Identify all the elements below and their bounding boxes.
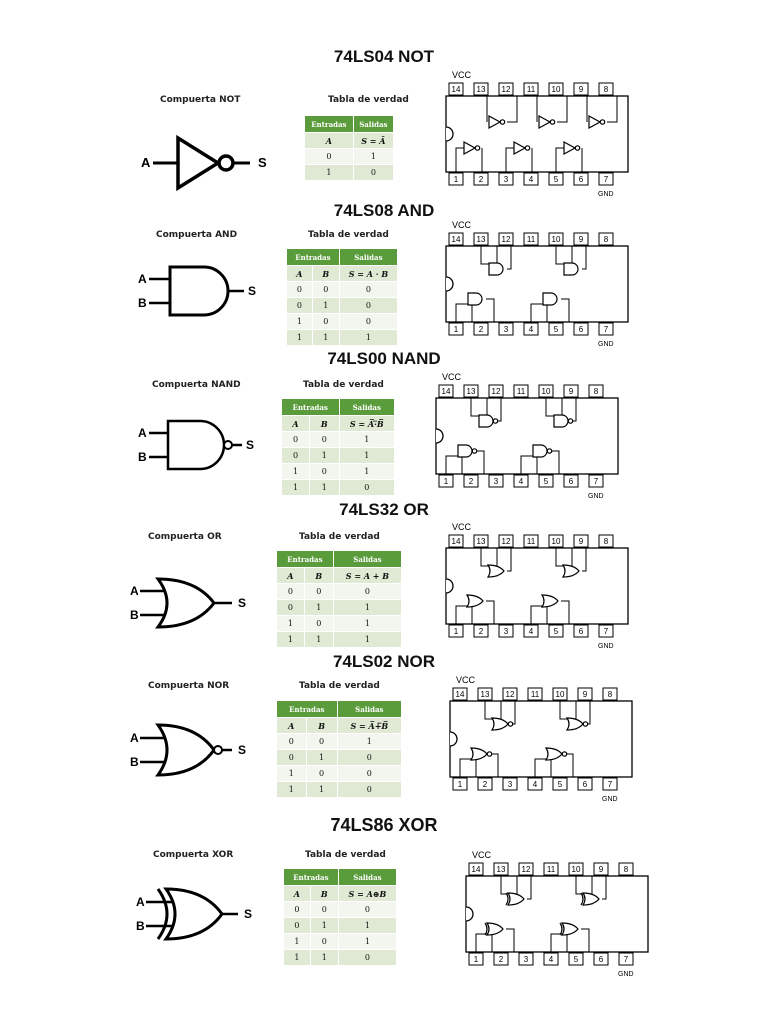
table-cell: 0 [284,902,311,918]
pin-number: 5 [553,175,559,184]
input-a-label: A [138,426,147,440]
ic-body [446,548,628,624]
pin-number: 1 [453,175,459,184]
input-a-label: A [130,584,139,598]
chip-pinout-74ls04 [440,68,640,198]
vcc-label: VCC [442,372,462,382]
pin-number: 7 [603,627,609,636]
table-cell: 0 [306,734,337,750]
col-header: S = A · B [339,266,397,282]
col-header: S = A̅+̅B̅ [337,718,401,734]
col-header: S = A⊕B [338,886,396,902]
table-cell: 1 [284,934,311,950]
table-cell: 0 [337,782,401,798]
table-cell: 1 [337,734,401,750]
header-inputs: Entradas [287,249,340,266]
pin-number: 4 [528,325,534,334]
ic-body [446,246,628,322]
table-cell: 1 [304,600,333,616]
pin-number: 1 [473,955,479,964]
table-cell: 1 [304,632,333,648]
gnd-label: GND [598,191,614,198]
gnd-label: GND [598,341,614,348]
pin-number: 9 [578,85,584,94]
ic-body [436,398,618,474]
pin-number: 10 [555,690,565,699]
xor-gate-symbol [134,884,274,948]
table-cell: 1 [306,782,337,798]
table-cell: 0 [339,298,397,314]
pin-number: 11 [546,865,556,874]
table-cell: 0 [277,750,307,766]
pin-number: 4 [532,780,538,789]
pin-number: 9 [582,690,588,699]
pin-number: 6 [578,175,584,184]
nor-gate-symbol [128,720,268,784]
table-cell: 1 [339,432,394,448]
pin-number: 14 [441,387,451,396]
table-label-and: Tabla de verdad [308,230,389,240]
header-inputs: Entradas [284,869,339,886]
pin-number: 14 [471,865,481,874]
pin-number: 3 [493,477,499,486]
table-cell: 1 [277,782,307,798]
pin-number: 1 [443,477,449,486]
pin-number: 13 [476,235,486,244]
col-header: B [310,886,338,902]
output-s-label: S [238,743,247,757]
col-header: S = Ā [353,133,393,149]
pin-number: 2 [482,780,488,789]
pin-number: 10 [551,85,561,94]
header-outputs: Salidas [337,701,401,718]
output-s-label: S [244,907,253,921]
output-s-label: S [246,438,255,452]
table-cell: 0 [333,584,401,600]
pin-number: 5 [553,325,559,334]
table-cell: 0 [312,282,339,298]
pin-number: 3 [503,325,509,334]
table-cell: 1 [339,330,397,346]
table-cell: 0 [277,734,307,750]
pin-number: 12 [501,235,511,244]
truth-table-nand [281,398,395,496]
pin-number: 11 [526,537,536,546]
section-title-or: 74LS32 OR [339,500,429,519]
pin-number: 9 [598,865,604,874]
table-cell: 0 [338,902,396,918]
table-cell: 0 [310,432,339,448]
output-s-label: S [238,596,247,610]
table-label-nand: Tabla de verdad [303,380,384,390]
input-a-label: A [130,731,139,745]
col-header: A [277,718,307,734]
pin-number: 6 [578,627,584,636]
pin-number: 12 [491,387,501,396]
table-cell: 0 [339,480,394,496]
table-cell: 1 [353,149,393,165]
table-cell: 0 [338,950,396,966]
pin-number: 11 [530,690,540,699]
pin-number: 2 [478,175,484,184]
pin-number: 2 [478,627,484,636]
pin-number: 9 [578,235,584,244]
header-outputs: Salidas [339,399,394,416]
truth-table-nor [276,700,402,798]
mini-gate-icon [564,263,578,275]
table-cell: 0 [353,165,393,181]
col-header: S = A + B [333,568,401,584]
pin-number: 4 [528,627,534,636]
table-cell: 1 [310,480,339,496]
pin-number: 10 [541,387,551,396]
pin-number: 14 [451,537,461,546]
pin-number: 11 [516,387,526,396]
gate-label-not: Compuerta NOT [160,95,241,105]
pin-number: 14 [455,690,465,699]
header-inputs: Entradas [277,551,334,568]
pin-number: 10 [571,865,581,874]
table-cell: 1 [312,298,339,314]
pin-number: 9 [578,537,584,546]
table-cell: 1 [339,464,394,480]
table-cell: 0 [287,282,313,298]
table-cell: 1 [312,330,339,346]
header-inputs: Entradas [305,116,354,133]
pin-number: 7 [603,325,609,334]
col-header: B [304,568,333,584]
pin-number: 12 [501,537,511,546]
table-cell: 1 [333,616,401,632]
pin-number: 6 [578,325,584,334]
mini-gate-icon [468,293,482,305]
ic-body [466,876,648,952]
truth-table-and [286,248,398,346]
col-header: A [305,133,354,149]
mini-gate-icon [543,293,557,305]
table-cell: 0 [337,750,401,766]
input-b-label: B [138,450,147,464]
output-s-label: S [258,155,267,170]
vcc-label: VCC [452,220,472,230]
table-cell: 0 [306,766,337,782]
pin-number: 8 [603,235,609,244]
truth-table-not [304,115,394,181]
table-cell: 1 [284,950,311,966]
pin-number: 1 [453,627,459,636]
input-b-label: B [138,296,147,310]
gate-label-nor: Compuerta NOR [148,681,230,691]
header-outputs: Salidas [353,116,393,133]
pin-number: 3 [503,175,509,184]
table-cell: 0 [282,432,310,448]
col-header: B [306,718,337,734]
header-outputs: Salidas [333,551,401,568]
pin-number: 3 [523,955,529,964]
pin-number: 5 [573,955,579,964]
pin-number: 1 [457,780,463,789]
table-cell: 1 [333,632,401,648]
section-title-nor: 74LS02 NOR [332,652,436,671]
pin-number: 8 [607,690,613,699]
gnd-label: GND [588,493,604,500]
truth-table-xor [283,868,397,966]
pin-number: 7 [607,780,613,789]
and-gate-symbol [136,262,276,322]
table-cell: 1 [282,464,310,480]
table-cell: 0 [277,600,305,616]
truth-table-or [276,550,402,648]
section-title-not: 74LS04 NOT [333,47,435,66]
pin-number: 12 [521,865,531,874]
table-cell: 1 [277,766,307,782]
pin-number: 2 [498,955,504,964]
table-cell: 1 [287,330,313,346]
pin-number: 10 [551,235,561,244]
table-cell: 0 [282,448,310,464]
pin-number: 11 [526,235,536,244]
table-cell: 0 [304,616,333,632]
input-b-label: B [136,919,145,933]
col-header: A [287,266,313,282]
table-cell: 1 [338,918,396,934]
input-a-label: A [141,155,151,170]
table-cell: 1 [310,950,338,966]
input-b-label: B [130,608,139,622]
output-s-label: S [248,284,257,298]
chip-pinout-74ls08 [440,218,640,348]
table-cell: 1 [310,918,338,934]
table-cell: 0 [277,584,305,600]
table-cell: 0 [305,149,354,165]
table-cell: 0 [337,766,401,782]
pin-number: 6 [582,780,588,789]
table-cell: 1 [277,616,305,632]
table-label-or: Tabla de verdad [299,532,380,542]
pin-number: 13 [496,865,506,874]
table-cell: 1 [339,448,394,464]
header-outputs: Salidas [339,249,397,266]
col-header: B [310,416,339,432]
table-label-not: Tabla de verdad [328,95,409,105]
table-cell: 1 [282,480,310,496]
input-a-label: A [138,272,147,286]
pin-number: 7 [623,955,629,964]
table-cell: 1 [310,448,339,464]
pin-number: 8 [623,865,629,874]
section-title-nand: 74LS00 NAND [327,349,441,368]
col-header: A [282,416,310,432]
section-title-xor: 74LS86 XOR [330,815,438,835]
not-gate-symbol [138,130,278,200]
pin-number: 13 [466,387,476,396]
pin-number: 9 [568,387,574,396]
pin-number: 1 [453,325,459,334]
pin-number: 5 [543,477,549,486]
ic-body [450,701,632,777]
pin-number: 11 [526,85,536,94]
chip-pinout-74ls32 [440,520,640,650]
chip-pinout-74ls86 [460,848,660,978]
pin-number: 13 [476,85,486,94]
table-cell: 0 [304,584,333,600]
col-header: A [277,568,305,584]
table-cell: 1 [287,314,313,330]
pin-number: 13 [476,537,486,546]
pin-number: 2 [468,477,474,486]
vcc-label: VCC [452,522,472,532]
pin-number: 10 [551,537,561,546]
header-inputs: Entradas [277,701,338,718]
pin-number: 5 [553,627,559,636]
gate-label-or: Compuerta OR [148,532,222,542]
gate-label-xor: Compuerta XOR [153,850,234,860]
pin-number: 4 [528,175,534,184]
mini-gate-icon [489,263,503,275]
header-outputs: Salidas [338,869,396,886]
table-cell: 0 [339,314,397,330]
vcc-label: VCC [472,850,492,860]
table-cell: 0 [310,934,338,950]
or-gate-symbol [128,573,268,633]
pin-number: 8 [603,85,609,94]
pin-number: 4 [548,955,554,964]
pin-number: 6 [598,955,604,964]
gnd-label: GND [602,796,618,803]
pin-number: 6 [568,477,574,486]
chip-pinout-74ls02 [444,673,644,803]
table-cell: 0 [312,314,339,330]
table-cell: 0 [287,298,313,314]
pin-number: 8 [593,387,599,396]
table-label-nor: Tabla de verdad [299,681,380,691]
pin-number: 3 [507,780,513,789]
nand-gate-symbol [136,414,276,474]
table-cell: 1 [338,934,396,950]
pin-number: 7 [603,175,609,184]
input-a-label: A [136,895,145,909]
vcc-label: VCC [456,675,476,685]
table-cell: 0 [339,282,397,298]
section-title-and: 74LS08 AND [333,201,435,220]
pin-number: 5 [557,780,563,789]
table-cell: 1 [305,165,354,181]
table-cell: 1 [306,750,337,766]
pin-number: 7 [593,477,599,486]
gate-label-nand: Compuerta NAND [152,380,241,390]
col-header: B [312,266,339,282]
gate-label-and: Compuerta AND [156,230,238,240]
pin-number: 2 [478,325,484,334]
pin-number: 3 [503,627,509,636]
vcc-label: VCC [452,70,472,80]
pin-number: 12 [501,85,511,94]
gnd-label: GND [618,971,634,978]
pin-number: 4 [518,477,524,486]
gnd-label: GND [598,643,614,650]
chip-pinout-74ls00 [430,370,630,500]
table-cell: 0 [310,902,338,918]
table-cell: 0 [284,918,311,934]
table-cell: 0 [310,464,339,480]
pin-number: 8 [603,537,609,546]
pin-number: 14 [451,85,461,94]
header-inputs: Entradas [282,399,340,416]
pin-number: 13 [480,690,490,699]
pin-number: 12 [505,690,515,699]
table-label-xor: Tabla de verdad [305,850,386,860]
pin-number: 14 [451,235,461,244]
col-header: S = A̅·̅B̅ [339,416,394,432]
input-b-label: B [130,755,139,769]
table-cell: 1 [277,632,305,648]
col-header: A [284,886,311,902]
table-cell: 1 [333,600,401,616]
